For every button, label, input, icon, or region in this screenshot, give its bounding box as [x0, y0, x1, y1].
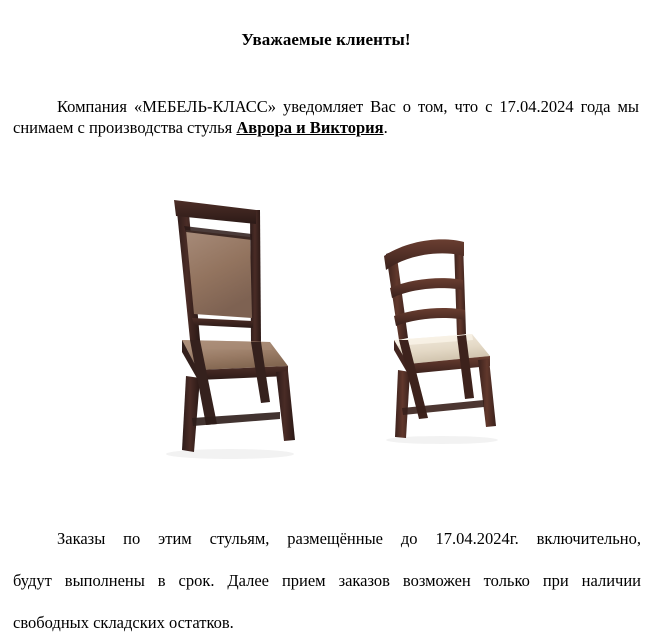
paragraph-orders-line-3: свободных складских остатков. — [13, 613, 234, 633]
paragraph-announcement — [13, 96, 639, 138]
paragraph-orders-line-1-text: Заказы по этим стульям, размещённые до 17.04.2024г. включительно, — [57, 529, 641, 548]
paragraph-orders — [13, 528, 641, 634]
page-title: Уважаемые клиенты! — [241, 30, 411, 49]
chair-victoria-photo — [350, 230, 525, 455]
chair-aurora-photo — [120, 190, 310, 460]
paragraph-orders-line-2: будут выполнены в срок. Далее прием заказов возможен только при наличии — [13, 571, 641, 591]
product-photos — [0, 180, 652, 470]
paragraph-announcement-text-before: Компания «МЕБЕЛЬ-КЛАСС» уведомляет Вас о том, что с 17.04.2024 года мы снимаем с производства стулья — [13, 97, 639, 138]
discontinued-models-highlight: Аврора и Виктория — [236, 118, 384, 138]
paragraph-orders-line-1 — [13, 528, 641, 570]
paragraph-announcement-text-after: . — [383, 118, 388, 138]
